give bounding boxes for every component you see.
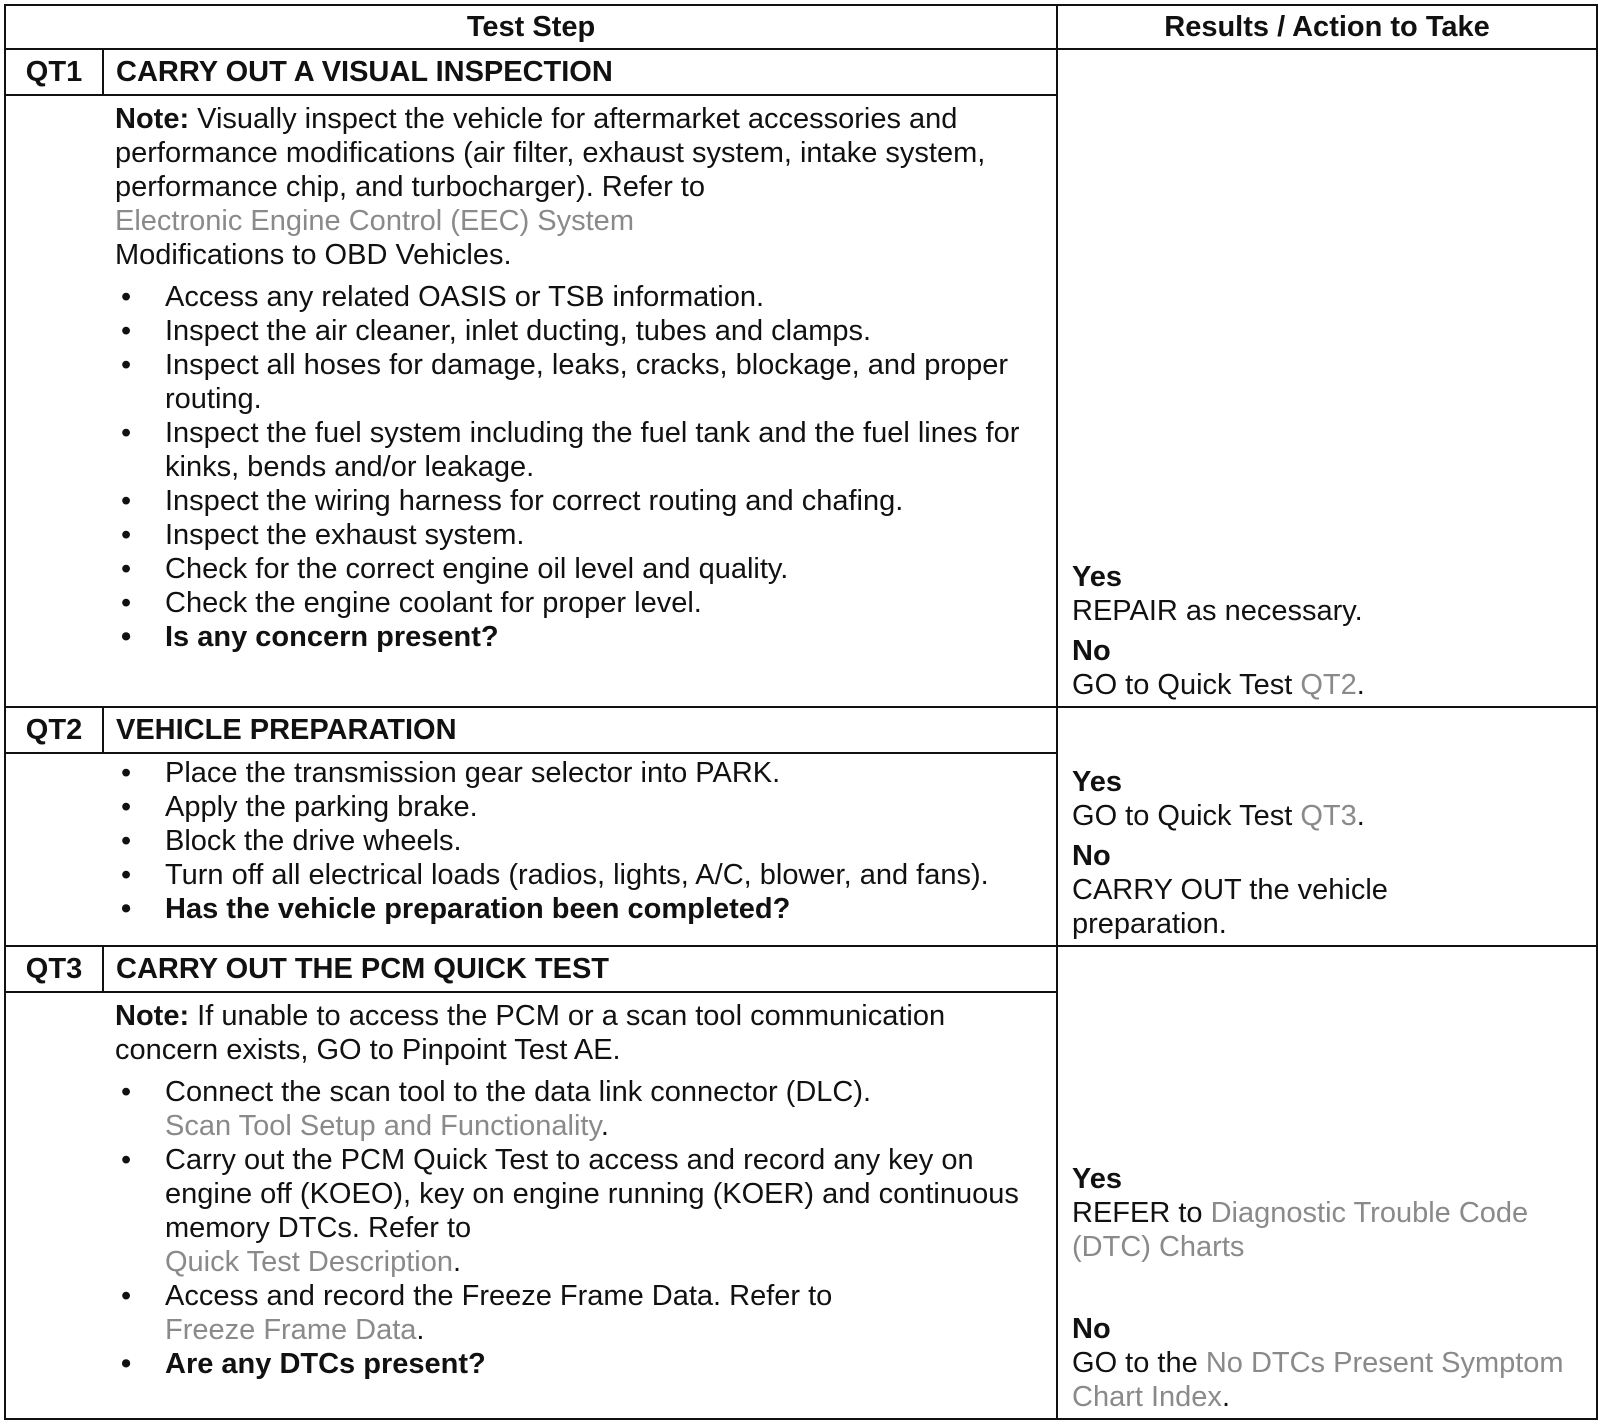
note-text: If unable to access the PCM or a scan tool communication concern exists, GO to Pinpoint Test AE. <box>115 999 946 1066</box>
no-action-text: GO to Quick Test <box>1072 668 1301 701</box>
list-item-text: Apply the parking brake. <box>165 790 478 823</box>
list-item: • Block the drive wheels. <box>121 824 462 857</box>
note-label: Note: <box>115 103 190 135</box>
yes-result <box>1072 1162 1582 1264</box>
step-question: • Is any concern present? <box>121 621 499 653</box>
list-item-end: . <box>452 1245 462 1278</box>
step-question-text: Are any DTCs present? <box>165 1347 486 1380</box>
step-title-row <box>5 946 1597 992</box>
step-results <box>1057 707 1597 946</box>
no-action <box>1072 668 1582 702</box>
yes-result <box>1072 560 1582 628</box>
table-header-row <box>5 5 1597 49</box>
no-action: CARRY OUT the vehicle preparation. <box>1072 873 1388 940</box>
qt2-link[interactable]: QT2 <box>1300 668 1357 701</box>
step-body <box>103 992 1057 1419</box>
freeze-frame-data-link[interactable]: Freeze Frame Data <box>165 1313 417 1346</box>
step-title: VEHICLE PREPARATION <box>103 707 1057 753</box>
step-id-spacer <box>5 753 103 946</box>
yes-action <box>1072 799 1582 833</box>
no-label: No <box>1072 634 1111 667</box>
list-item: • Inspect the wiring harness for correct routing and chafing. <box>121 485 904 517</box>
list-item-text: Inspect the air cleaner, inlet ducting, tubes and clamps. <box>165 315 872 347</box>
list-item-text: Inspect all hoses for damage, leaks, cracks, blockage, and proper routing. <box>165 349 1009 415</box>
step-bullet-list <box>115 1075 1026 1381</box>
no-result <box>1072 634 1582 702</box>
step-id-spacer <box>5 992 103 1419</box>
note-text: Visually inspect the vehicle for aftermarket accessories and performance modifications (air filter, exhaust system, intake system, performance chip, and turbocharger). Refer to <box>115 103 986 203</box>
list-item: • Connect the scan tool to the data link connector (DLC). Scan Tool Setup and Functionality. <box>121 1075 872 1142</box>
yes-label: Yes <box>1072 765 1123 798</box>
no-action-end: . <box>1221 1381 1230 1413</box>
list-item: • Place the transmission gear selector into PARK. <box>121 756 781 789</box>
list-item-text: Check the engine coolant for proper level. <box>165 587 702 619</box>
list-item-text: Access and record the Freeze Frame Data. Refer to <box>165 1279 833 1312</box>
list-item: • Carry out the PCM Quick Test to access and record any key on engine off (KOEO), key on engine running (KOER) and continuous memory DTCs. Refer to Quick Test Description. <box>121 1143 1019 1278</box>
eec-modifications-link[interactable]: Electronic Engine Control (EEC) System <box>115 205 634 237</box>
step-title: CARRY OUT THE PCM QUICK TEST <box>103 946 1057 992</box>
no-action <box>1072 1346 1582 1414</box>
no-label: No <box>1072 839 1111 872</box>
yes-label: Yes <box>1072 560 1123 593</box>
dtc-charts-link[interactable]: Diagnostic Trouble Code (DTC) Charts <box>1072 1197 1529 1263</box>
step-question: • Has the vehicle preparation been completed? <box>121 892 791 925</box>
list-item-text: Turn off all electrical loads (radios, lights, A/C, blower, and fans). <box>165 858 989 891</box>
step-bullet-list <box>115 280 1026 654</box>
list-item: • Apply the parking brake. <box>121 790 478 823</box>
scan-tool-setup-link[interactable]: Scan Tool Setup and Functionality <box>165 1109 601 1142</box>
list-item: • Inspect the fuel system including the fuel tank and the fuel lines for kinks, bends and/or leakage. <box>121 417 1020 483</box>
list-item-text: Connect the scan tool to the data link connector (DLC). <box>165 1075 872 1108</box>
quick-test-description-link[interactable]: Quick Test Description <box>165 1245 453 1278</box>
no-dtcs-symptom-chart-link[interactable]: No DTCs Present Symptom Chart Index <box>1072 1347 1564 1413</box>
list-item-text: Block the drive wheels. <box>165 824 462 857</box>
step-id: QT2 <box>5 707 103 753</box>
list-item: • Inspect the exhaust system. <box>121 519 525 551</box>
no-label: No <box>1072 1313 1111 1345</box>
yes-action-text: REFER to <box>1072 1197 1211 1229</box>
list-item-text: Place the transmission gear selector into PARK. <box>165 756 781 789</box>
yes-action: REPAIR as necessary. <box>1072 594 1363 627</box>
step-id: QT3 <box>5 946 103 992</box>
note-label: Note: <box>115 999 190 1032</box>
list-item: • Access and record the Freeze Frame Data. Refer to Freeze Frame Data. <box>121 1279 833 1346</box>
step-results <box>1057 49 1597 707</box>
header-results: Results / Action to Take <box>1057 5 1597 49</box>
list-item: • Inspect the air cleaner, inlet ducting, tubes and clamps. <box>121 315 872 347</box>
list-item-text: Carry out the PCM Quick Test to access and record any key on engine off (KOEO), key on engine running (KOER) and continuous memory DTCs. Refer to <box>165 1143 1019 1244</box>
step-body <box>103 753 1057 946</box>
list-item-text: Access any related OASIS or TSB information. <box>165 281 765 313</box>
yes-action <box>1072 1196 1582 1264</box>
step-title-row <box>5 49 1597 95</box>
note-tail: Modifications to OBD Vehicles. <box>115 239 512 271</box>
step-id-spacer <box>5 95 103 707</box>
no-result <box>1072 839 1582 941</box>
list-item-end: . <box>416 1313 425 1346</box>
list-item: • Check the engine coolant for proper level. <box>121 587 702 619</box>
step-id: QT1 <box>5 49 103 95</box>
yes-action-end: . <box>1356 799 1365 832</box>
step-question: • Are any DTCs present? <box>121 1347 486 1380</box>
no-action-text: GO to the <box>1072 1347 1206 1379</box>
no-action-end: . <box>1356 668 1365 701</box>
list-item-text: Inspect the wiring harness for correct routing and chafing. <box>165 485 904 517</box>
step-title-row <box>5 707 1597 753</box>
step-results <box>1057 946 1597 1419</box>
list-item: • Turn off all electrical loads (radios, lights, A/C, blower, and fans). <box>121 858 989 891</box>
step-question-text: Is any concern present? <box>165 621 499 653</box>
step-note <box>115 102 1026 272</box>
step-body <box>103 95 1057 707</box>
yes-action-text: GO to Quick Test <box>1072 799 1301 832</box>
list-item-end: . <box>600 1109 609 1142</box>
step-question-text: Has the vehicle preparation been completed? <box>165 892 791 925</box>
list-item: • Check for the correct engine oil level and quality. <box>121 553 789 585</box>
list-item-text: Inspect the exhaust system. <box>165 519 525 551</box>
yes-label: Yes <box>1072 1163 1123 1195</box>
yes-result <box>1072 765 1582 833</box>
qt3-link[interactable]: QT3 <box>1300 799 1357 832</box>
no-result <box>1072 1312 1582 1414</box>
list-item-text: Check for the correct engine oil level and quality. <box>165 553 789 585</box>
step-note <box>115 999 1026 1067</box>
list-item: • Inspect all hoses for damage, leaks, cracks, blockage, and proper routing. <box>121 349 1009 415</box>
step-bullet-list <box>115 756 1026 926</box>
list-item-text: Inspect the fuel system including the fuel tank and the fuel lines for kinks, bends and/or leakage. <box>165 417 1020 483</box>
header-test-step: Test Step <box>5 5 1057 49</box>
step-title: CARRY OUT A VISUAL INSPECTION <box>103 49 1057 95</box>
diagnostic-table <box>4 4 1598 1420</box>
list-item: • Access any related OASIS or TSB information. <box>121 281 765 313</box>
